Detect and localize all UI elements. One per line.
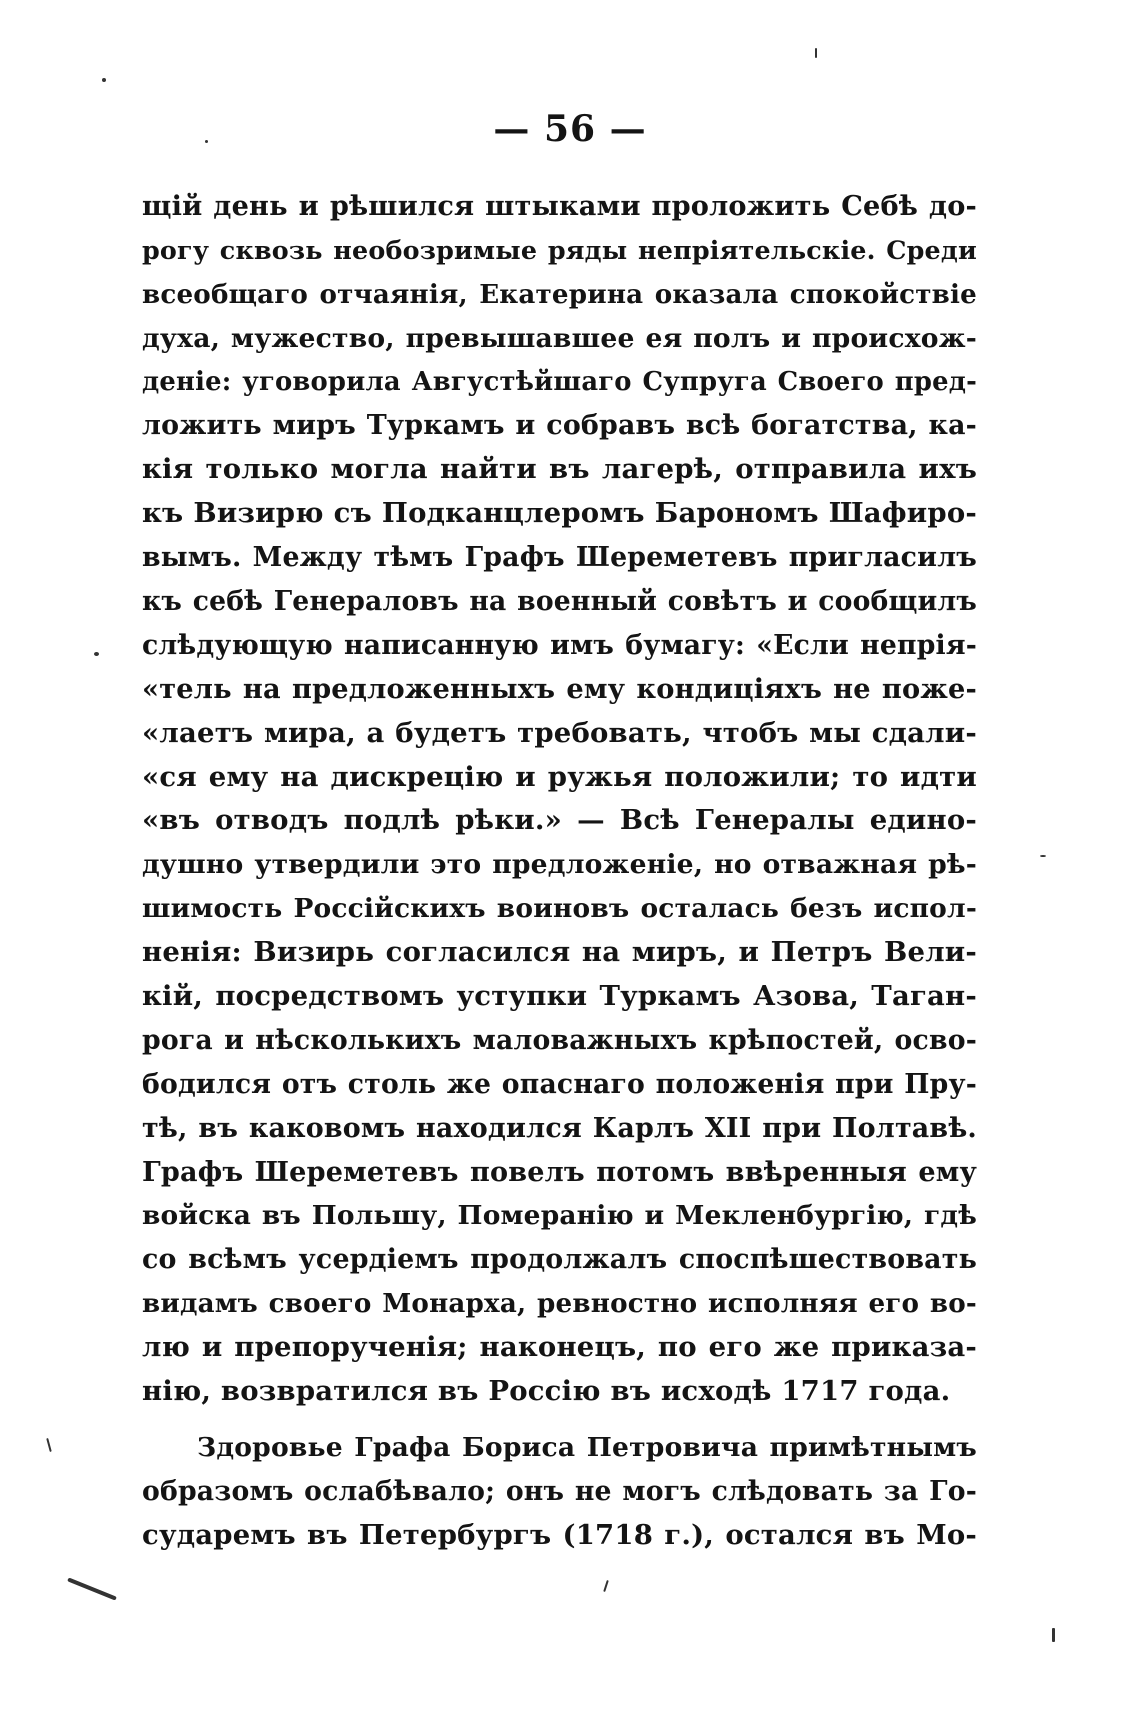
text-line: войска въ Польшу, Померанію и Мекленбургію, гдѣ [142, 1200, 977, 1232]
text-line: «тель на предложенныхъ ему кондиціяхъ не поже- [142, 672, 977, 705]
text-line: бодился отъ столь же опаснаго положенія при Пру- [142, 1068, 977, 1100]
paragraph [142, 185, 977, 1414]
text-line: «въ отводъ подлѣ рѣки.» — Всѣ Генералы едино- [142, 804, 977, 837]
text-line: слѣдующую написанную имъ бумагу: «Если непрія- [142, 629, 977, 661]
page-number: — 56 — [493, 108, 647, 150]
body-text [142, 185, 977, 1558]
text-line: всеобщаго отчаянія, Екатерина оказала спокойствіе [142, 278, 977, 310]
text-line: сударемъ въ Петербургъ (1718 г.), остался въ Мо- [142, 1518, 977, 1551]
paragraph [142, 1426, 977, 1558]
scan-speck [815, 48, 817, 58]
text-line: деніе: уговорила Августѣйшаго Супруга Своего пред- [142, 366, 977, 397]
text-line: Графъ Шереметевъ повелъ потомъ ввѣренныя ему [142, 1156, 977, 1188]
text-line: къ Визирю съ Подканцлеромъ Барономъ Шафиро- [142, 497, 977, 530]
text-line: ненія: Визирь согласился на миръ, и Петръ Вели- [142, 936, 977, 969]
scan-speck [603, 1580, 609, 1592]
scan-speck [1040, 855, 1046, 857]
scan-speck [102, 78, 106, 82]
text-line: «лаетъ мира, а будетъ требовать, чтобъ мы сдали- [142, 716, 977, 749]
text-line: кія только могла найти въ лагерѣ, отправила ихъ [142, 453, 977, 486]
text-line: со всѣмъ усердіемъ продолжалъ споспѣшествовать [142, 1244, 977, 1276]
paragraph-gap [142, 1414, 977, 1426]
text-line: щій день и рѣшился штыками проложить Себѣ до- [142, 191, 977, 222]
text-line: нію, возвратился въ Россію въ исходѣ 1717 года. [142, 1375, 951, 1408]
text-line: ложить миръ Туркамъ и собравъ всѣ богатства, ка- [142, 410, 977, 442]
text-line: видамъ своего Монарха, ревностно исполняя его во- [142, 1288, 977, 1320]
scan-speck [205, 140, 208, 143]
text-line: тѣ, въ каковомъ находился Карлъ XII при Полтавѣ. [142, 1112, 977, 1144]
text-line: вымъ. Между тѣмъ Графъ Шереметевъ пригласилъ [142, 542, 977, 574]
scan-speck [46, 1438, 52, 1452]
scan-speck [94, 652, 99, 656]
scan-speck [67, 1577, 117, 1600]
text-line: лю и препорученія; наконецъ, по его же приказа- [142, 1331, 977, 1364]
text-line: рогу сквозь необозримые ряды непріятельскіе. Среди [142, 234, 977, 265]
text-line: къ себѣ Генераловъ на военный совѣтъ и сообщилъ [142, 586, 977, 618]
text-line: рога и нѣсколькихъ маловажныхъ крѣпостей, осво- [142, 1024, 977, 1056]
text-line: «ся ему на дискрецію и ружья положили; то идти [142, 760, 977, 793]
text-line: образомъ ослабѣвало; онъ не могъ слѣдовать за Го- [142, 1475, 977, 1507]
text-line: шимость Россійскихъ воиновъ осталась безъ испол- [142, 893, 977, 925]
text-line: духа, мужество, превышавшее ея полъ и происхож- [142, 322, 977, 354]
text-line: душно утвердили это предложеніе, но отважная рѣ- [142, 849, 977, 881]
text-line: кій, посредствомъ уступки Туркамъ Азова, Таган- [142, 980, 977, 1013]
text-line: Здоровье Графа Бориса Петровича примѣтнымъ [197, 1431, 977, 1463]
scan-speck [1052, 1628, 1055, 1642]
